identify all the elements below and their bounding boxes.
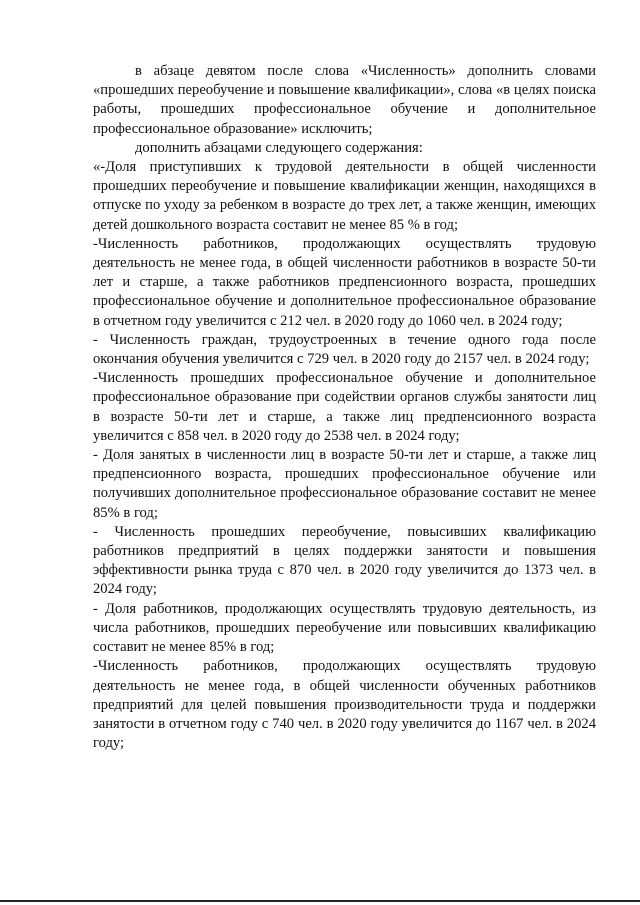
- bottom-rule: [0, 900, 640, 902]
- paragraph-indicator-women: «-Доля приступивших к трудовой деятельности в общей численности прошедших переобучение и повышение квалификации женщин, находящихся в отпуске по уходу за ребенком в возрасте до трех лет, а также женщин, имеющих детей дошкольного возраста составит не менее 85 % в год;: [93, 159, 596, 233]
- paragraph-indicator-share-workers: - Доля работников, продолжающих осуществлять трудовую деятельность, из числа работников, прошедших переобучение или повысивших квалификацию составит не менее 85% в год;: [93, 600, 596, 656]
- paragraph-indicator-workers-50: -Численность работников, продолжающих осуществлять трудовую деятельность не менее года, в общей численности работников в возрасте 50-ти лет и старше, а также работников предпенсионного возраста, прошедших профессиональное обучение и дополнительное профессиональное образование в отчетном году увеличится с 212 чел. в 2020 году до 1060 чел. в 2024 году;: [93, 235, 596, 329]
- paragraph-amendment: в абзаце девятом после слова «Численность» дополнить словами «прошедших переобучение и повышение квалификации», слова «в целях поиска работы, прошедших профессиональное обучение и дополнительное профессиональное образование» исключить;: [93, 63, 596, 137]
- paragraph-indicator-trained-50: -Численность прошедших профессиональное обучение и дополнительное профессиональное образование при содействии органов службы занятости лиц в возрасте 50-ти лет и старше, а также лиц предпенсионного возраста увеличится с 858 чел. в 2020 году до 2538 чел. в 2024 году;: [93, 370, 596, 444]
- paragraph-indicator-retrained-workers: - Численность прошедших переобучение, повысивших квалификацию работников предприятий в целях поддержки занятости и повышения эффективности рынка труда с 870 чел. в 2020 году увеличится до 1373 чел. в 2024 году;: [93, 523, 596, 598]
- paragraph-indicator-share-employed-50: - Доля занятых в численности лиц в возрасте 50-ти лет и старше, а также лиц предпенсионного возраста, прошедших профессиональное обучение или получивших дополнительное профессиональное образование составит не менее 85% в год;: [93, 447, 596, 521]
- paragraph-indicator-employed-citizens: - Численность граждан, трудоустроенных в течение одного года после окончания обучения увеличится с 729 чел. в 2020 году до 2157 чел. в 2024 году;: [93, 331, 596, 368]
- document-body: [93, 62, 596, 753]
- paragraph-intro: дополнить абзацами следующего содержания:: [135, 139, 423, 156]
- paragraph-indicator-productivity-workers: -Численность работников, продолжающих осуществлять трудовую деятельность не менее года, в общей численности обученных работников предприятий для целей повышения производительности труда и поддержки занятости в отчетном году с 740 чел. в 2020 году увеличится до 1167 чел. в 2024 году;: [93, 658, 596, 752]
